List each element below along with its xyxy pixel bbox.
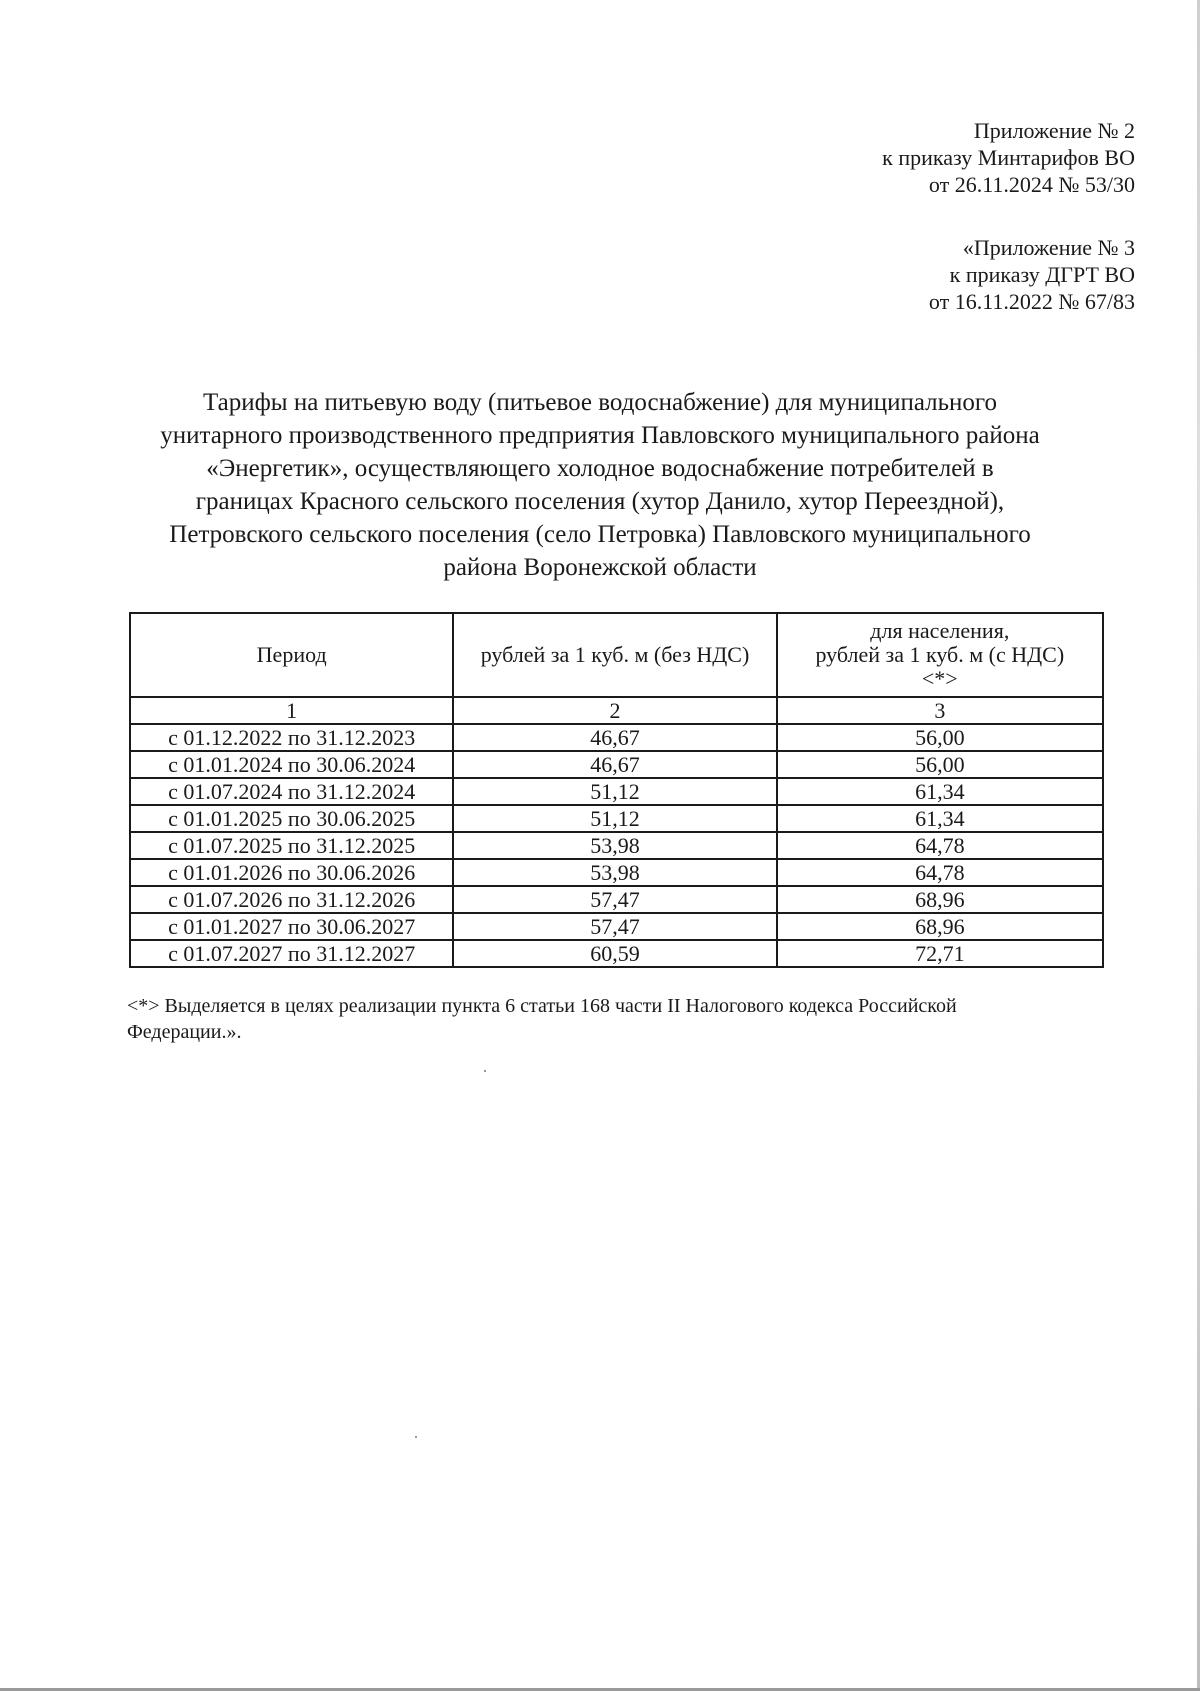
table-row (130, 832, 1103, 859)
title-line: Тарифы на питьевую воду (питьевое водоснабжение) для муниципального (202, 389, 998, 416)
header-with-vat-line: <*> (921, 666, 958, 691)
cell-no-vat: 53,98 (453, 859, 776, 886)
table-row (130, 859, 1103, 886)
footnote-line: <*> Выделяется в целях реализации пункта 6 статьи 168 части II Налогового кодекса Российской (127, 995, 957, 1017)
table-header-row (130, 613, 1103, 697)
cell-period: с 01.07.2026 по 31.12.2026 (130, 886, 453, 913)
footnote-line: Федерации.». (127, 1021, 242, 1043)
scan-speck (484, 1070, 486, 1072)
cell-with-vat: 68,96 (777, 913, 1103, 940)
cell-with-vat: 61,34 (777, 778, 1103, 805)
cell-period: с 01.01.2026 по 30.06.2026 (130, 859, 453, 886)
cell-with-vat: 72,71 (777, 940, 1103, 967)
table-row (130, 751, 1103, 778)
appendix-number: «Приложение № 3 (962, 235, 1135, 260)
cell-no-vat: 46,67 (453, 751, 776, 778)
header-period: Период (130, 613, 453, 697)
header-with-vat-line: рублей за 1 куб. м (с НДС) (815, 642, 1065, 667)
appendix-number: Приложение № 2 (973, 118, 1135, 143)
title-line: района Воронежской области (443, 554, 757, 581)
cell-period: с 01.01.2024 по 30.06.2024 (130, 751, 453, 778)
table-row (130, 805, 1103, 832)
title-line: Петровского сельского поселения (село Петровка) Павловского муниципального (169, 521, 1031, 548)
header-price-no-vat: рублей за 1 куб. м (без НДС) (453, 613, 776, 697)
table-row (130, 724, 1103, 751)
cell-period: с 01.07.2025 по 31.12.2025 (130, 832, 453, 859)
cell-period: с 01.01.2025 по 30.06.2025 (130, 805, 453, 832)
column-number: 3 (777, 697, 1103, 724)
title-line: «Энергетик», осуществляющего холодное водоснабжение потребителей в (206, 455, 994, 482)
cell-with-vat: 56,00 (777, 751, 1103, 778)
cell-no-vat: 53,98 (453, 832, 776, 859)
cell-no-vat: 46,67 (453, 724, 776, 751)
footnote (127, 993, 1087, 1045)
cell-with-vat: 64,78 (777, 832, 1103, 859)
cell-period: с 01.07.2024 по 31.12.2024 (130, 778, 453, 805)
cell-no-vat: 51,12 (453, 778, 776, 805)
header-price-with-vat (777, 613, 1103, 697)
scan-speck (415, 1436, 417, 1438)
appendix-order-date: от 16.11.2022 № 67/83 (928, 289, 1135, 314)
appendix-header-previous (929, 234, 1135, 315)
cell-with-vat: 56,00 (777, 724, 1103, 751)
appendix-order-date: от 26.11.2024 № 53/30 (928, 172, 1135, 197)
cell-no-vat: 51,12 (453, 805, 776, 832)
cell-no-vat: 57,47 (453, 886, 776, 913)
cell-no-vat: 57,47 (453, 913, 776, 940)
table-row (130, 940, 1103, 967)
appendix-header-current (882, 117, 1135, 198)
cell-with-vat: 68,96 (777, 886, 1103, 913)
appendix-order-ref: к приказу ДГРТ ВО (949, 262, 1135, 287)
header-with-vat-line: для населения, (870, 618, 1010, 643)
column-number: 1 (130, 697, 453, 724)
column-number: 2 (453, 697, 776, 724)
table-row (130, 886, 1103, 913)
column-number-row (130, 697, 1103, 724)
appendix-order-ref: к приказу Минтарифов ВО (882, 145, 1135, 170)
cell-with-vat: 64,78 (777, 859, 1103, 886)
table-row (130, 778, 1103, 805)
tariff-table (129, 612, 1104, 968)
cell-with-vat: 61,34 (777, 805, 1103, 832)
cell-period: с 01.01.2027 по 30.06.2027 (130, 913, 453, 940)
cell-period: с 01.12.2022 по 31.12.2023 (130, 724, 453, 751)
title-line: границах Красного сельского поселения (хутор Данило, хутор Переездной), (195, 488, 1005, 515)
cell-no-vat: 60,59 (453, 940, 776, 967)
cell-period: с 01.07.2027 по 31.12.2027 (130, 940, 453, 967)
table-row (130, 913, 1103, 940)
title-line: унитарного производственного предприятия Павловского муниципального района (160, 422, 1040, 449)
document-title (100, 386, 1100, 584)
